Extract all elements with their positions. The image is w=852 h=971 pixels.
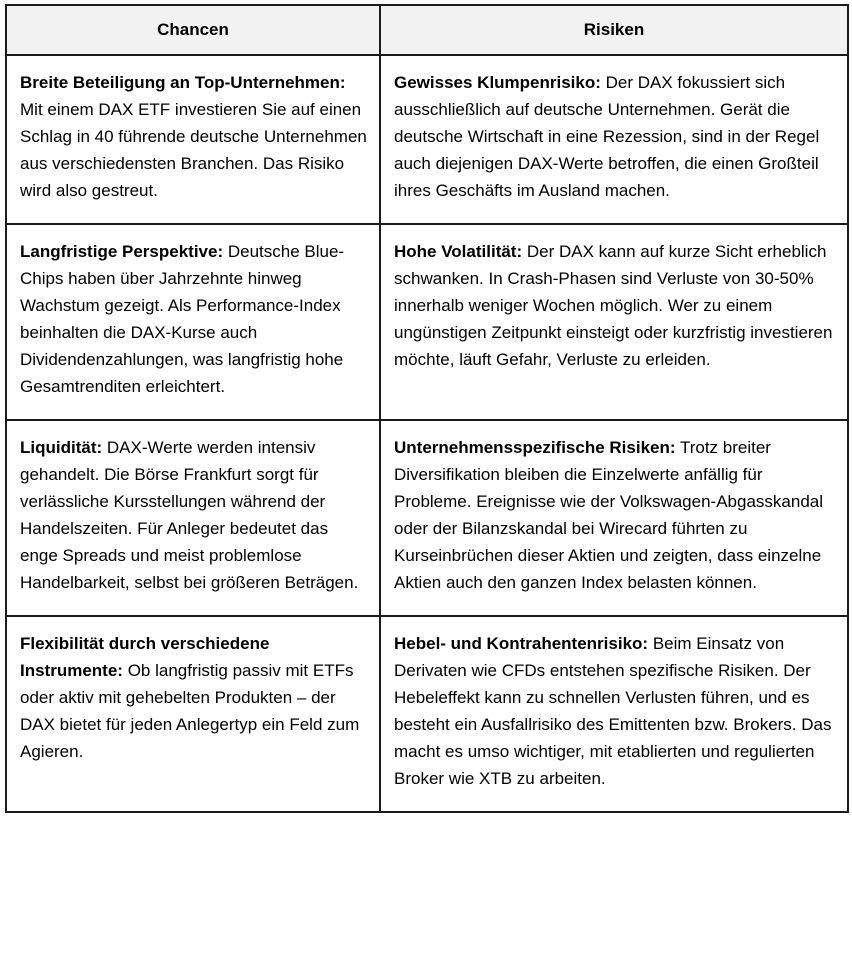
chance-cell (6, 55, 380, 224)
risk-body: Der DAX fokussiert sich ausschließlich auf deutsche Unternehmen. Gerät die deutsche Wirtschaft in eine Rezession, sind in der Regel auch diejenigen DAX-Werte betroffen, die einen Großteil ihres Geschäfts im Ausland machen. (394, 73, 820, 200)
chance-body: Mit einem DAX ETF investieren Sie auf einen Schlag in 40 führende deutsche Unternehmen aus verschiedensten Branchen. Das Risiko wird also gestreut. (20, 100, 367, 200)
risk-cell (380, 55, 848, 224)
risk-cell (380, 420, 848, 616)
chancen-risiken-table (5, 4, 849, 813)
column-header-chancen: Chancen (6, 5, 380, 55)
table-row (6, 55, 848, 224)
risk-lead: Unternehmensspezifische Risiken: (394, 438, 676, 457)
table-row (6, 420, 848, 616)
chance-lead: Flexibilität durch verschiedene Instrumente: (20, 634, 270, 680)
risk-lead: Gewisses Klumpenrisiko: (394, 73, 601, 92)
table-row (6, 224, 848, 420)
chance-cell (6, 616, 380, 812)
chance-body: Deutsche Blue-Chips haben über Jahrzehnte hinweg Wachstum gezeigt. Als Performance-Index beinhalten die DAX-Kurse auch Dividendenzahlungen, was langfristig hohe Gesamtrenditen erleichtert. (20, 242, 345, 396)
chance-lead: Liquidität: (20, 438, 103, 457)
chance-lead: Langfristige Perspektive: (20, 242, 224, 261)
risk-lead: Hohe Volatilität: (394, 242, 523, 261)
risk-lead: Hebel- und Kontrahentenrisiko: (394, 634, 649, 653)
risk-body: Der DAX kann auf kurze Sicht erheblich schwanken. In Crash-Phasen sind Verluste von 30-50% innerhalb weniger Wochen möglich. Wer zu einem ungünstigen Zeitpunkt einsteigt oder kurzfristig investieren möchte, läuft Gefahr, Verluste zu erleiden. (394, 242, 833, 369)
risk-body: Trotz breiter Diversifikation bleiben die Einzelwerte anfällig für Probleme. Ereignisse wie der Volkswagen-Abgasskandal oder der Bilanzskandal bei Wirecard führten zu Kurseinbrüchen dieser Aktien und zeigten, dass einzelne Aktien auch den ganzen Index belasten können. (394, 438, 824, 592)
risk-cell (380, 616, 848, 812)
risk-cell (380, 224, 848, 420)
risk-body: Beim Einsatz von Derivaten wie CFDs entstehen spezifische Risiken. Der Hebeleffekt kann zu schnellen Verlusten führen, und es besteht ein Ausfallrisiko des Emittenten bzw. Brokers. Das macht es umso wichtiger, mit etablierten und regulierten Broker wie XTB zu arbeiten. (394, 634, 832, 788)
chance-body: Ob langfristig passiv mit ETFs oder aktiv mit gehebelten Produkten – der DAX bietet für jeden Anlegertyp ein Feld zum Agieren. (20, 661, 360, 761)
column-header-risiken: Risiken (380, 5, 848, 55)
header-row (6, 5, 848, 55)
chance-cell (6, 420, 380, 616)
chance-body: DAX-Werte werden intensiv gehandelt. Die Börse Frankfurt sorgt für verlässliche Kursstellungen während der Handelszeiten. Für Anleger bedeutet das enge Spreads und meist problemlose Handelbarkeit, selbst bei größeren Beträgen. (20, 438, 359, 592)
table-row (6, 616, 848, 812)
chance-lead: Breite Beteiligung an Top-Unternehmen: (20, 73, 346, 92)
chance-cell (6, 224, 380, 420)
